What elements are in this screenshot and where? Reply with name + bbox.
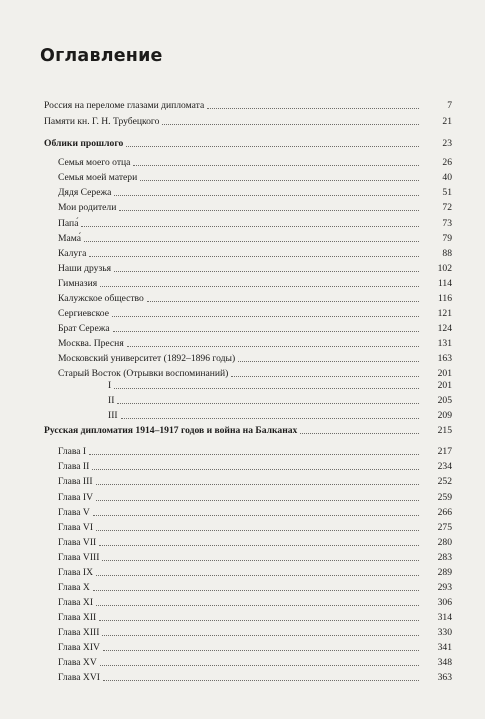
toc-entry-page-number: 314 [437, 612, 452, 623]
toc-entry-page-number: 252 [437, 476, 452, 487]
dot-leader [100, 665, 419, 666]
toc-entry[interactable] [58, 640, 452, 655]
toc-entry[interactable] [58, 231, 452, 246]
dot-leader [114, 388, 419, 389]
dot-leader [300, 433, 419, 434]
toc-entry-title: Глава VII [58, 537, 97, 548]
toc-entry[interactable] [58, 216, 452, 231]
dot-leader [147, 301, 419, 302]
dot-leader [81, 226, 419, 227]
toc-entry-title: Глава V [58, 507, 90, 518]
toc-entry-title: Дядя Сережа [58, 187, 112, 198]
toc-entry-title: Глава VI [58, 522, 94, 533]
toc-entry-page-number: 201 [437, 368, 452, 379]
toc-entry-page-number: 205 [437, 395, 452, 406]
toc-entry-page-number: 26 [442, 157, 452, 168]
toc-entry-page-number: 363 [437, 672, 452, 683]
toc-entry-title: Папа́ [58, 218, 79, 229]
dot-leader [162, 124, 419, 125]
toc-entry-title: Глава XIV [58, 642, 100, 653]
toc-entry[interactable] [58, 291, 452, 306]
dot-leader [117, 403, 419, 404]
toc-entry-title: II [108, 395, 115, 406]
dot-leader [114, 271, 419, 272]
dot-leader [99, 620, 419, 621]
toc-entry-title: Памяти кн. Г. Н. Трубецкого [44, 116, 160, 127]
toc-entry-page-number: 234 [437, 461, 452, 472]
dot-leader [99, 545, 419, 546]
toc-entry-title: Глава VIII [58, 552, 100, 563]
toc-entry[interactable] [58, 610, 452, 625]
dot-leader [207, 108, 419, 109]
toc-entry[interactable] [58, 336, 452, 351]
dot-leader [112, 316, 419, 317]
dot-leader [140, 180, 419, 181]
toc-entry-page-number: 163 [437, 353, 452, 364]
toc-entry-page-number: 266 [437, 507, 452, 518]
toc-entry-title: Глава X [58, 582, 90, 593]
toc-entry-title: Глава IX [58, 567, 94, 578]
page-title: Оглавление [40, 46, 163, 66]
toc-entry[interactable] [58, 490, 452, 505]
toc-entry[interactable] [58, 306, 452, 321]
dot-leader [89, 454, 419, 455]
toc-entry-title: Русская дипломатия 1914–1917 годов и война на Балканах [44, 425, 298, 436]
dot-leader [119, 210, 419, 211]
toc-entry-title: Глава I [58, 446, 87, 457]
dot-leader [89, 256, 419, 257]
toc-entry[interactable] [58, 625, 452, 640]
toc-entry-page-number: 293 [437, 582, 452, 593]
toc-entry-page-number: 21 [442, 116, 452, 127]
toc-entry-title: Семья моей матери [58, 172, 138, 183]
toc-entry-title: Глава III [58, 476, 93, 487]
toc-entry-page-number: 348 [437, 657, 452, 668]
toc-entry-title: Глава XII [58, 612, 97, 623]
toc-entry[interactable] [58, 655, 452, 670]
dot-leader [102, 635, 419, 636]
toc-entry-title: Глава XVI [58, 672, 100, 683]
toc-entry-page-number: 217 [437, 446, 452, 457]
toc-entry[interactable] [58, 670, 452, 685]
dot-leader [84, 241, 419, 242]
toc-entry-title: Облики прошлого [44, 138, 124, 149]
dot-leader [93, 515, 419, 516]
toc-entry[interactable] [58, 535, 452, 550]
toc-entry-page-number: 124 [437, 323, 452, 334]
toc-entry[interactable] [58, 520, 452, 535]
toc-entry-page-number: 40 [442, 172, 452, 183]
toc-entry[interactable] [58, 321, 452, 336]
toc-entry-title: Россия на переломе глазами дипломата [44, 100, 205, 111]
toc-entry-page-number: 7 [447, 100, 452, 111]
toc-entry-page-number: 73 [442, 218, 452, 229]
toc-entry-page-number: 306 [437, 597, 452, 608]
toc-entry-title: Наши друзья [58, 263, 112, 274]
dot-leader [100, 286, 419, 287]
dot-leader [113, 331, 419, 332]
toc-entry-title: Брат Сережа [58, 323, 110, 334]
toc-entry-title: Мама́ [58, 233, 82, 244]
toc-entry-page-number: 280 [437, 537, 452, 548]
dot-leader [114, 195, 419, 196]
toc-entry[interactable] [44, 136, 452, 151]
toc-entry-title: Старый Восток (Отрывки воспоминаний) [58, 368, 229, 379]
toc-entry[interactable] [44, 98, 452, 113]
dot-leader [231, 376, 419, 377]
dot-leader [126, 146, 419, 147]
toc-entry[interactable] [58, 246, 452, 261]
toc-entry-title: Гимназия [58, 278, 98, 289]
toc-entry[interactable] [58, 200, 452, 215]
dot-leader [102, 560, 419, 561]
toc-entry-page-number: 131 [437, 338, 452, 349]
toc-entry-page-number: 72 [442, 202, 452, 213]
toc-entry-title: Глава XI [58, 597, 94, 608]
toc-entry[interactable] [58, 276, 452, 291]
dot-leader [127, 346, 419, 347]
toc-entry[interactable] [58, 565, 452, 580]
toc-entry-page-number: 215 [437, 425, 452, 436]
toc-entry[interactable] [58, 155, 452, 170]
toc-entry-page-number: 259 [437, 492, 452, 503]
toc-entry[interactable] [58, 459, 452, 474]
dot-leader [121, 418, 419, 419]
toc-entry-title: Мои родители [58, 202, 117, 213]
toc-entry[interactable] [58, 351, 452, 366]
toc-entry[interactable] [44, 423, 452, 438]
toc-entry-page-number: 102 [437, 263, 452, 274]
dot-leader [96, 500, 419, 501]
toc-entry-page-number: 23 [442, 138, 452, 149]
toc-entry-page-number: 79 [442, 233, 452, 244]
toc-entry-page-number: 341 [437, 642, 452, 653]
toc-entry[interactable] [58, 580, 452, 595]
toc-entry-title: Московский университет (1892–1896 годы) [58, 353, 236, 364]
toc-entry-title: Глава IV [58, 492, 94, 503]
toc-entry-page-number: 51 [442, 187, 452, 198]
toc-entry[interactable] [58, 185, 452, 200]
toc-entry-page-number: 283 [437, 552, 452, 563]
dot-leader [92, 469, 419, 470]
toc-entry-page-number: 114 [437, 278, 452, 289]
toc-entry-page-number: 275 [437, 522, 452, 533]
toc-entry[interactable] [58, 595, 452, 610]
toc-entry-title: Глава II [58, 461, 90, 472]
toc-entry-page-number: 121 [437, 308, 452, 319]
dot-leader [93, 590, 419, 591]
toc-entry[interactable] [108, 378, 452, 393]
toc-entry[interactable] [44, 114, 452, 129]
dot-leader [96, 575, 419, 576]
toc-entry-page-number: 88 [442, 248, 452, 259]
toc-entry-page-number: 330 [437, 627, 452, 638]
toc-entry[interactable] [58, 550, 452, 565]
toc-entry-title: Сергиевское [58, 308, 109, 319]
toc-entry-title: III [108, 410, 118, 421]
toc-entry-page-number: 209 [437, 410, 452, 421]
toc-entry[interactable] [58, 444, 452, 459]
toc-entry[interactable] [58, 170, 452, 185]
toc-entry-title: I [108, 380, 112, 391]
dot-leader [96, 605, 419, 606]
toc-entry-title: Глава XIII [58, 627, 100, 638]
toc-entry-title: Калужское общество [58, 293, 144, 304]
dot-leader [103, 650, 419, 651]
toc-entry-title: Семья моего отца [58, 157, 131, 168]
toc-entry-title: Калуга [58, 248, 87, 259]
dot-leader [103, 680, 419, 681]
toc-entry-page-number: 116 [437, 293, 452, 304]
toc-entry[interactable] [58, 261, 452, 276]
toc-entry[interactable] [108, 393, 452, 408]
toc-entry-title: Глава XV [58, 657, 97, 668]
dot-leader [133, 165, 419, 166]
toc-entry-page-number: 289 [437, 567, 452, 578]
toc-entry-page-number: 201 [437, 380, 452, 391]
dot-leader [238, 361, 419, 362]
dot-leader [96, 530, 419, 531]
toc-entry-title: Москва. Пресня [58, 338, 124, 349]
toc-entry[interactable] [58, 505, 452, 520]
toc-entry[interactable] [108, 408, 452, 423]
toc-entry[interactable] [58, 474, 452, 489]
dot-leader [96, 484, 419, 485]
